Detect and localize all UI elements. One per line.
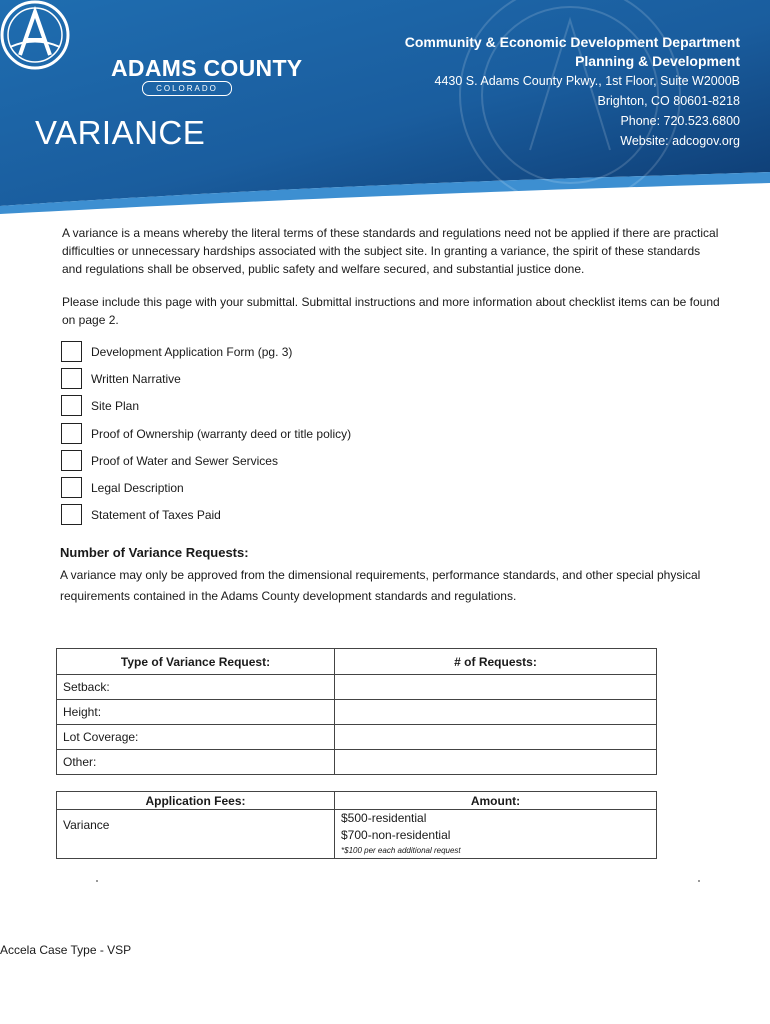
fee-non-residential: $700-non-residential bbox=[341, 828, 451, 842]
department-name: Community & Economic Development Department bbox=[404, 34, 740, 50]
checklist-label: Statement of Taxes Paid bbox=[91, 508, 221, 523]
county-state: COLORADO bbox=[142, 81, 232, 96]
address: 4430 S. Adams County Pkwy., 1st Floor, Suite W2000B bbox=[434, 74, 740, 88]
checkbox[interactable] bbox=[61, 477, 82, 498]
column-header: Type of Variance Request: bbox=[57, 649, 335, 675]
fee-amounts bbox=[335, 810, 657, 859]
application-fees-table bbox=[56, 791, 657, 859]
requests-count-cell[interactable] bbox=[335, 725, 657, 750]
table-row bbox=[57, 810, 657, 859]
checklist-label: Development Application Form (pg. 3) bbox=[91, 345, 293, 359]
row-label: Other: bbox=[57, 750, 335, 775]
submittal-note: Please include this page with your submittal. Submittal instructions and more information about checklist items can be found on page 2. bbox=[62, 295, 720, 327]
website: Website: adcogov.org bbox=[620, 134, 740, 148]
department-info bbox=[405, 33, 740, 151]
table-header-row bbox=[57, 649, 657, 675]
division-name: Planning & Development bbox=[575, 53, 740, 69]
table-header-row bbox=[57, 792, 657, 810]
checklist-label: Written Narrative bbox=[91, 372, 181, 387]
divider-dot bbox=[698, 880, 700, 882]
intro-paragraph: A variance is a means whereby the literal terms of these standards and regulations need not be applied if there are practical difficulties or unnecessary hardships associated with the subject site. In granting a variance, the spirit of these standards and regulations shall be observed, public safety and welfare secured, and substantial justice done. bbox=[62, 226, 719, 276]
table-row bbox=[57, 725, 657, 750]
county-logo-icon bbox=[0, 0, 70, 70]
checkbox[interactable] bbox=[61, 450, 82, 471]
checkbox[interactable] bbox=[61, 504, 82, 525]
requests-count-cell[interactable] bbox=[335, 700, 657, 725]
fee-residential: $500-residential bbox=[341, 811, 427, 825]
divider-dot bbox=[96, 880, 98, 882]
county-name: ADAMS COUNTY bbox=[111, 55, 303, 81]
checkbox[interactable] bbox=[61, 395, 82, 416]
document-title: VARIANCE bbox=[35, 114, 206, 151]
table-row bbox=[57, 675, 657, 700]
requests-count-cell[interactable] bbox=[335, 750, 657, 775]
city-state-zip: Brighton, CO 80601-8218 bbox=[597, 94, 740, 108]
case-type-footer: Accela Case Type - VSP bbox=[0, 943, 132, 957]
fee-note: *$100 per each additional request bbox=[341, 846, 461, 855]
checklist-label: Legal Description bbox=[91, 480, 184, 495]
variance-request-table bbox=[56, 648, 657, 775]
row-label: Lot Coverage: bbox=[57, 725, 335, 750]
checkbox[interactable] bbox=[61, 423, 82, 444]
checkbox[interactable] bbox=[61, 368, 82, 389]
variance-requests-text: A variance may only be approved from the dimensional requirements, performance standards, and other special physical requirements contained in the Adams County development standards and regulations. bbox=[60, 568, 701, 603]
column-header: # of Requests: bbox=[335, 649, 657, 675]
table-row bbox=[57, 700, 657, 725]
requests-count-cell[interactable] bbox=[335, 675, 657, 700]
checklist-label: Proof of Water and Sewer Services bbox=[91, 453, 278, 468]
row-label: Height: bbox=[57, 700, 335, 725]
table-row bbox=[57, 750, 657, 775]
phone: Phone: 720.523.6800 bbox=[620, 114, 740, 128]
checkbox[interactable] bbox=[61, 341, 82, 362]
column-header: Amount: bbox=[335, 792, 657, 810]
fee-type: Variance bbox=[57, 810, 335, 859]
checklist-label: Proof of Ownership (warranty deed or title policy) bbox=[91, 426, 352, 441]
variance-requests-heading: Number of Variance Requests: bbox=[60, 545, 249, 560]
column-header: Application Fees: bbox=[57, 792, 335, 810]
checklist-label: Site Plan bbox=[91, 399, 140, 414]
row-label: Setback: bbox=[57, 675, 335, 700]
page-header bbox=[0, 0, 770, 230]
